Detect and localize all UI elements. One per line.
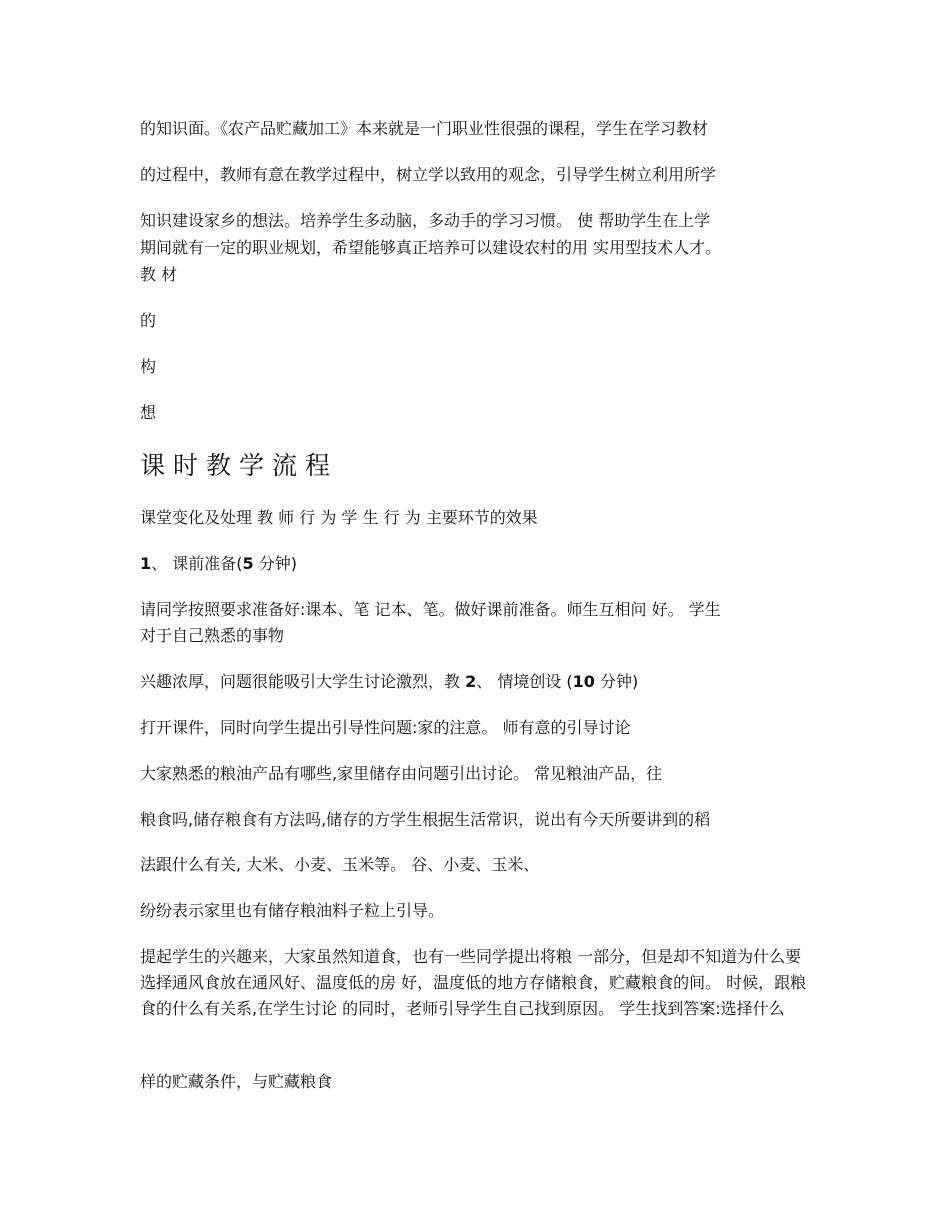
paragraph-line: 粮食吗,储存粮食有方法吗,储存的方学生根据生活常识，说出有今天所要讲到的稻: [140, 810, 711, 829]
paragraph-line: 对于自己熟悉的事物: [140, 626, 285, 645]
step-title: 、 课前准备(: [151, 554, 243, 573]
vertical-label-char: 想: [140, 403, 157, 422]
step-title: 、 情境创设 (: [476, 672, 573, 691]
section-heading: 课时教学流程: [140, 451, 339, 480]
paragraph-line: 纷纷表示家里也有储存粮油料子粒上引导。: [140, 901, 445, 920]
paragraph-line: [140, 670, 820, 694]
column-headers: 课堂变化及处理 教 师 行 为 学 生 行 为 主要环节的效果: [140, 508, 538, 527]
vertical-label-char: 构: [140, 357, 157, 376]
paragraph-line: 请同学按照要求准备好:课本、笔 记本、笔。做好课前准备。师生互相问 好。 学生: [140, 600, 721, 619]
step-title-tail: 分钟): [594, 672, 639, 691]
step-number: 1: [140, 554, 152, 573]
paragraph-line: 样的贮藏条件，与贮藏粮食: [140, 1072, 333, 1091]
paragraph-line: 知识建设家乡的想法。培养学生多动脑，多动手的学习习惯。 使 帮助学生在上学: [140, 211, 711, 230]
step-heading: [140, 552, 820, 576]
paragraph-text: 兴趣浓厚，问题很能吸引大学生讨论激烈，教: [140, 672, 466, 691]
vertical-label-char: 教 材: [140, 265, 178, 284]
step-time: 5: [242, 554, 254, 573]
paragraph-line: 的过程中，教师有意在教学过程中，树立学以致用的观念，引导学生树立利用所学: [140, 165, 717, 184]
paragraph-line: 期间就有一定的职业规划，希望能够真正培养可以建设农村的用 实用型技术人才。: [140, 238, 722, 257]
paragraph-line: 法跟什么有关, 大米、小麦、玉米等。 谷、小麦、玉米、: [140, 855, 540, 874]
paragraph-line: 打开课件，同时向学生提出引导性问题:家的注意。 师有意的引导讨论: [140, 718, 631, 737]
step-number: 2: [465, 672, 477, 691]
step-title-tail: 分钟): [253, 554, 297, 573]
paragraph-line: 大家熟悉的粮油产品有哪些,家里储存由问题引出讨论。 常见粮油产品，往: [140, 764, 663, 783]
paragraph-block: 提起学生的兴趣来，大家虽然知道食，也有一些同学提出将粮 一部分，但是却不知道为什么要选择通风食放在通风好、温度低的房 好，温度低的地方存储粮食，贮藏粮食的间。 时候，跟粮食的什么有关系,在学生讨论 的同时，老师引导学生自己找到原因。 学生找到答案:选择什么: [140, 947, 807, 1018]
step-time: 10: [572, 672, 595, 691]
paragraph-line: 的知识面。《农产品贮藏加工》本来就是一门职业性很强的课程，学生在学习教材: [140, 119, 709, 138]
vertical-label-char: 的: [140, 311, 157, 330]
